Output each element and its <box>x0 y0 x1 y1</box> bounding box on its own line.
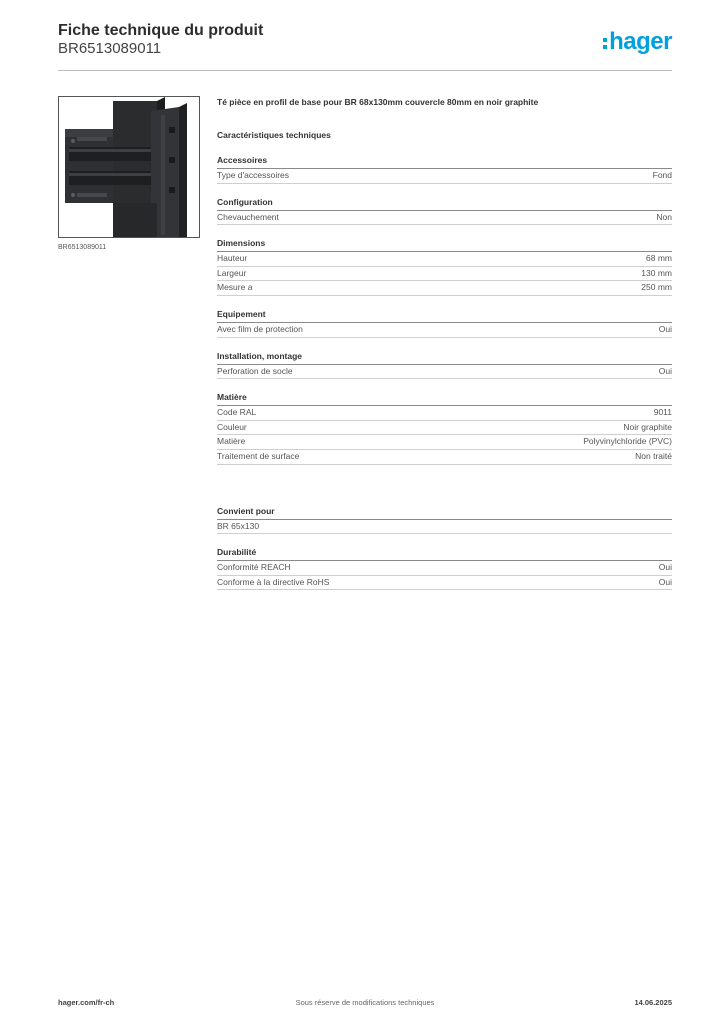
spec-row <box>217 211 672 226</box>
logo-wordmark: hager <box>609 28 672 55</box>
spec-value: Non <box>656 211 672 222</box>
spec-value: Polyvinylchloride (PVC) <box>583 436 672 447</box>
spec-value: Noir graphite <box>623 421 672 432</box>
spec-row <box>217 365 672 380</box>
spec-row <box>217 450 672 465</box>
footer-notice: Sous réserve de modifications techniques <box>295 998 435 1007</box>
spec-row <box>217 267 672 282</box>
group-title: Dimensions <box>217 238 672 252</box>
footer-website-link[interactable]: hager.com/fr-ch <box>58 998 115 1007</box>
spec-value: Oui <box>658 562 672 573</box>
spec-value: 130 mm <box>641 267 672 278</box>
spec-label: Chevauchement <box>217 211 279 222</box>
spec-row <box>217 252 672 267</box>
group-title: Equipement <box>217 309 672 323</box>
spec-label: Hauteur <box>217 253 248 264</box>
logo-dots-icon <box>603 38 607 54</box>
spec-group-dimensions <box>217 238 672 296</box>
group-title: Installation, montage <box>217 351 672 365</box>
product-reference: BR6513089011 <box>58 40 162 57</box>
spec-row <box>217 520 672 535</box>
spec-value: 9011 <box>653 407 672 418</box>
group-title: Matière <box>217 392 672 406</box>
group-title: Accessoires <box>217 155 672 169</box>
spec-label: Perforation de socle <box>217 365 293 376</box>
spec-row <box>217 576 672 591</box>
spec-label: Conformité REACH <box>217 562 291 573</box>
spec-row <box>217 561 672 576</box>
spec-row <box>217 169 672 184</box>
spec-row <box>217 421 672 436</box>
spec-label: Traitement de surface <box>217 450 300 461</box>
spec-label: Avec film de protection <box>217 323 303 334</box>
spec-value: Fond <box>652 170 672 180</box>
spec-label: BR 65x130 <box>217 520 260 531</box>
spec-sheet <box>217 96 672 603</box>
spec-label: Largeur <box>217 267 247 278</box>
product-photo-icon <box>59 97 199 237</box>
spec-row <box>217 406 672 421</box>
spec-label: Matière <box>217 436 246 447</box>
spec-value: 68 mm <box>646 253 672 264</box>
group-title: Configuration <box>217 197 672 211</box>
spec-value: Oui <box>658 323 672 334</box>
section-spacer <box>217 478 672 506</box>
spec-group-configuration <box>217 197 672 226</box>
spec-label: Couleur <box>217 421 247 432</box>
spec-value: Non traité <box>635 450 672 461</box>
page-footer <box>58 998 672 1010</box>
spec-group-convient-pour <box>217 506 672 535</box>
image-caption: BR6513089011 <box>58 244 107 251</box>
hager-logo[interactable] <box>603 28 672 54</box>
spec-label: Type d'accessoires <box>217 170 290 180</box>
product-photo <box>58 96 200 238</box>
spec-row <box>217 281 672 296</box>
spec-label: Conforme à la directive RoHS <box>217 576 330 587</box>
page-title: Fiche technique du produit <box>58 22 264 39</box>
group-title: Convient pour <box>217 506 672 520</box>
spec-value: 250 mm <box>641 282 672 293</box>
spec-group-matiere <box>217 392 672 464</box>
spec-value: Oui <box>658 365 672 376</box>
spec-row <box>217 435 672 450</box>
spec-label: Code RAL <box>217 407 257 418</box>
spec-group-equipement <box>217 309 672 338</box>
specs-heading: Caractéristiques techniques <box>217 130 331 140</box>
spec-group-accessoires <box>217 155 672 184</box>
spec-group-installation <box>217 351 672 380</box>
footer-date: 14.06.2025 <box>634 998 672 1007</box>
spec-label: Mesure a <box>217 282 253 293</box>
spec-value: Oui <box>658 576 672 587</box>
page-header <box>58 22 672 71</box>
spec-row <box>217 323 672 338</box>
spec-group-durabilite <box>217 547 672 590</box>
group-title: Durabilité <box>217 547 672 561</box>
product-description: Té pièce en profil de base pour BR 68x130mm couvercle 80mm en noir graphite <box>217 97 539 107</box>
